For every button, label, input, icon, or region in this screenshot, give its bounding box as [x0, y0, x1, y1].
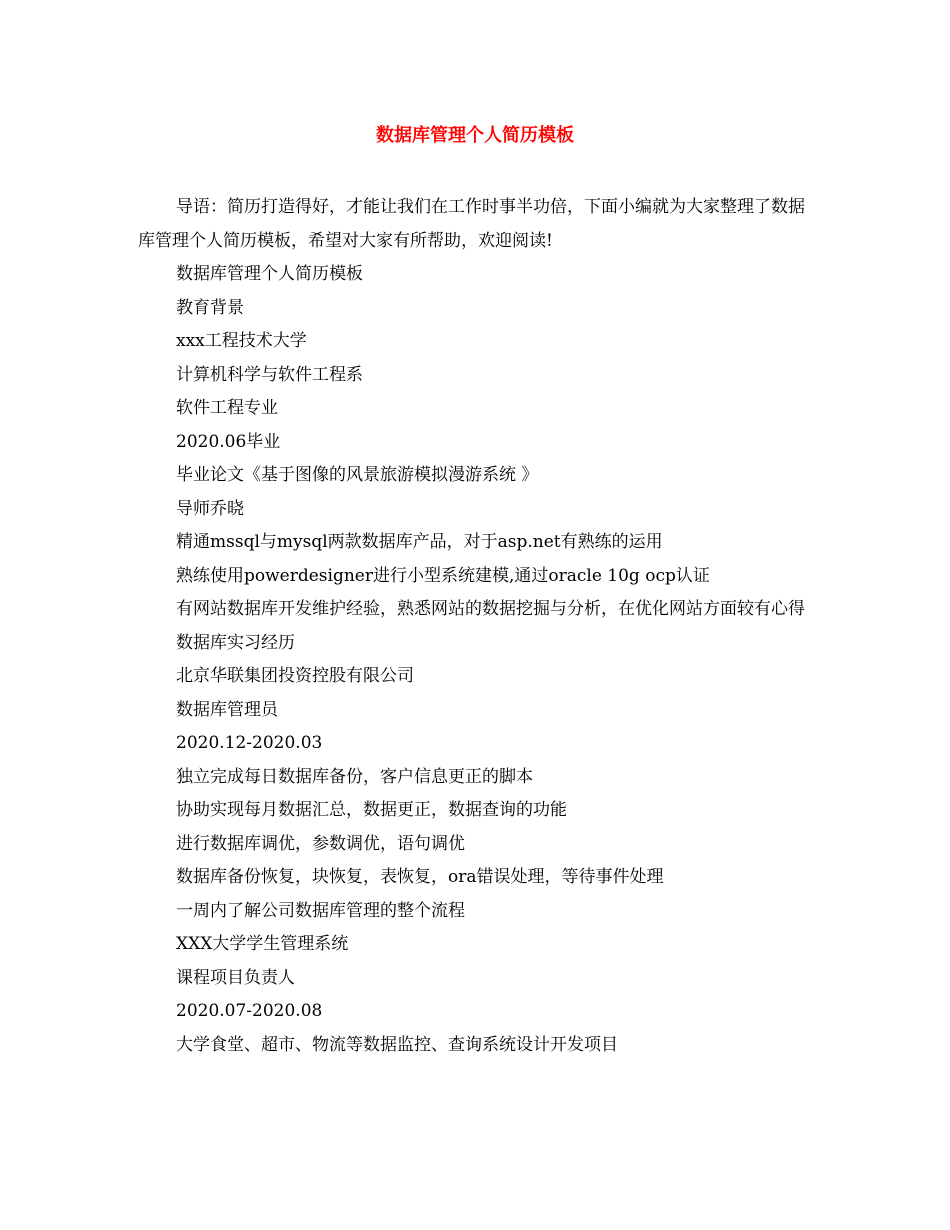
document-title: 数据库管理个人简历模板 [376, 125, 574, 146]
text-line: 精通mssql与mysql两款数据库产品，对于asp.net有熟练的运用 [176, 532, 663, 552]
text-line: 2020.06毕业 [176, 431, 281, 452]
text-line: 进行数据库调优，参数调优，语句调优 [176, 833, 465, 854]
text-line: 软件工程专业 [176, 398, 278, 418]
intro-paragraph: 导语：简历打造得好，才能让我们在工作时事半功倍，下面小编就为大家整理了数据库管理个人简历模板，希望对大家有所帮助，欢迎阅读! [138, 197, 805, 251]
text-line: XXX大学学生管理系统 [176, 934, 349, 954]
text-line: 独立完成每日数据库备份，客户信息更正的脚本 [176, 766, 533, 787]
text-line: 大学食堂、超市、物流等数据监控、查询系统设计开发项目 [176, 1034, 618, 1055]
text-line: 2020.07-2020.08 [176, 1001, 323, 1021]
section-heading: 数据库管理个人简历模板 [176, 264, 363, 284]
text-line: xxx工程技术大学 [176, 331, 307, 351]
text-line: 导师乔晓 [176, 498, 244, 519]
text-line: 数据库备份恢复，块恢复，表恢复，ora错误处理，等待事件处理 [176, 867, 664, 887]
text-line: 北京华联集团投资控股有限公司 [176, 666, 414, 686]
text-line: 课程项目负责人 [176, 967, 295, 988]
text-line: 数据库管理员 [176, 699, 278, 720]
text-line: 2020.12-2020.03 [176, 733, 323, 753]
text-line: 一周内了解公司数据库管理的整个流程 [176, 900, 465, 921]
section-heading: 数据库实习经历 [176, 632, 295, 653]
section-heading: 教育背景 [176, 297, 244, 318]
text-line: 毕业论文《基于图像的风景旅游模拟漫游系统 》 [176, 465, 539, 485]
text-line: 熟练使用powerdesigner进行小型系统建模,通过oracle 10g ocp认证 [176, 565, 710, 586]
text-line: 协助实现每月数据汇总，数据更正，数据查询的功能 [176, 800, 567, 820]
document-body [138, 191, 818, 1062]
text-line: 计算机科学与软件工程系 [176, 364, 363, 385]
text-line: 有网站数据库开发维护经验，熟悉网站的数据挖掘与分析，在优化网站方面较有心得 [176, 599, 805, 619]
